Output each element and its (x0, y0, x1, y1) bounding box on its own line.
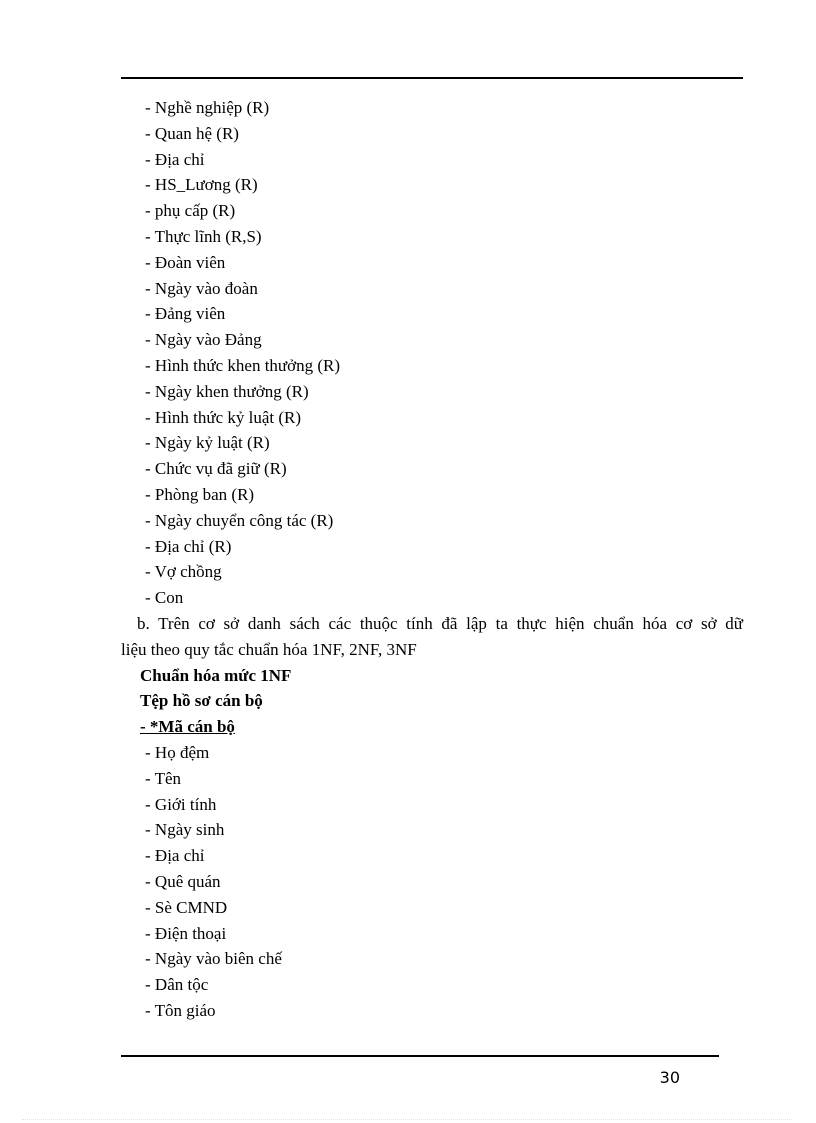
list-item: - HS_Lương (R) (145, 175, 258, 195)
list-item: - Ngày khen thưởng (R) (145, 381, 309, 401)
list-item: - Thực lĩnh (R,S) (145, 226, 262, 246)
primary-key-item: - *Mã cán bộ (140, 717, 235, 737)
file-heading: Tệp hồ sơ cán bộ (140, 691, 263, 711)
page-number: 30 (659, 1068, 680, 1087)
list-item: - Hình thức kỷ luật (R) (145, 407, 302, 427)
list-item: - Hình thức khen thưởng (R) (145, 355, 341, 375)
list-item: - Ngày chuyển công tác (R) (145, 510, 334, 530)
attribute-list-top (121, 95, 743, 611)
attribute-list-bottom (121, 740, 743, 1024)
list-item: - Chức vụ đã giữ (R) (145, 459, 287, 479)
list-item: - Vợ chồng (145, 562, 222, 582)
list-item: - Sè CMND (145, 897, 228, 917)
list-item: - Quan hệ (R) (145, 123, 239, 143)
list-item: - Địa chỉ (145, 846, 205, 866)
list-item: - Ngày kỷ luật (R) (145, 433, 270, 453)
page-body (121, 95, 743, 1024)
list-item: - Địa chỉ (R) (145, 536, 232, 556)
list-item: - Địa chỉ (145, 149, 205, 169)
list-item: - phụ cấp (R) (145, 201, 236, 221)
list-item: - Ngày vào biên chế (145, 949, 282, 969)
list-item: - Tôn giáo (145, 1000, 216, 1020)
list-item: - Phòng ban (R) (145, 484, 255, 504)
list-item: - Nghề nghiệp (R) (145, 98, 270, 117)
list-item: - Con (145, 588, 184, 608)
list-item: - Đảng viên (145, 304, 226, 324)
list-item: - Ngày sinh (145, 820, 225, 840)
list-item: - Ngày vào Đảng (145, 330, 262, 350)
normalization-paragraph (121, 611, 743, 663)
list-item: - Dân tộc (145, 975, 209, 995)
list-item: - Đoàn viên (145, 252, 226, 272)
list-item: - Ngày vào đoàn (145, 278, 258, 298)
list-item: - Điện thoại (145, 923, 227, 943)
paragraph-line-2: liệu theo quy tắc chuẩn hóa 1NF, 2NF, 3NF (121, 639, 417, 659)
section-heading: Chuẩn hóa mức 1NF (140, 665, 292, 685)
header-rule (121, 77, 743, 79)
list-item: - Quê quán (145, 871, 221, 891)
list-item: - Tên (145, 768, 182, 788)
footer-rule (121, 1055, 719, 1057)
page-edge-divider (22, 1119, 792, 1120)
list-item: - Họ đệm (145, 742, 210, 762)
paragraph-line-1: b. Trên cơ sở danh sách các thuộc tính đã lập ta thực hiện chuẩn hóa cơ sở dữ (137, 613, 743, 633)
list-item: - Giới tính (145, 794, 217, 814)
